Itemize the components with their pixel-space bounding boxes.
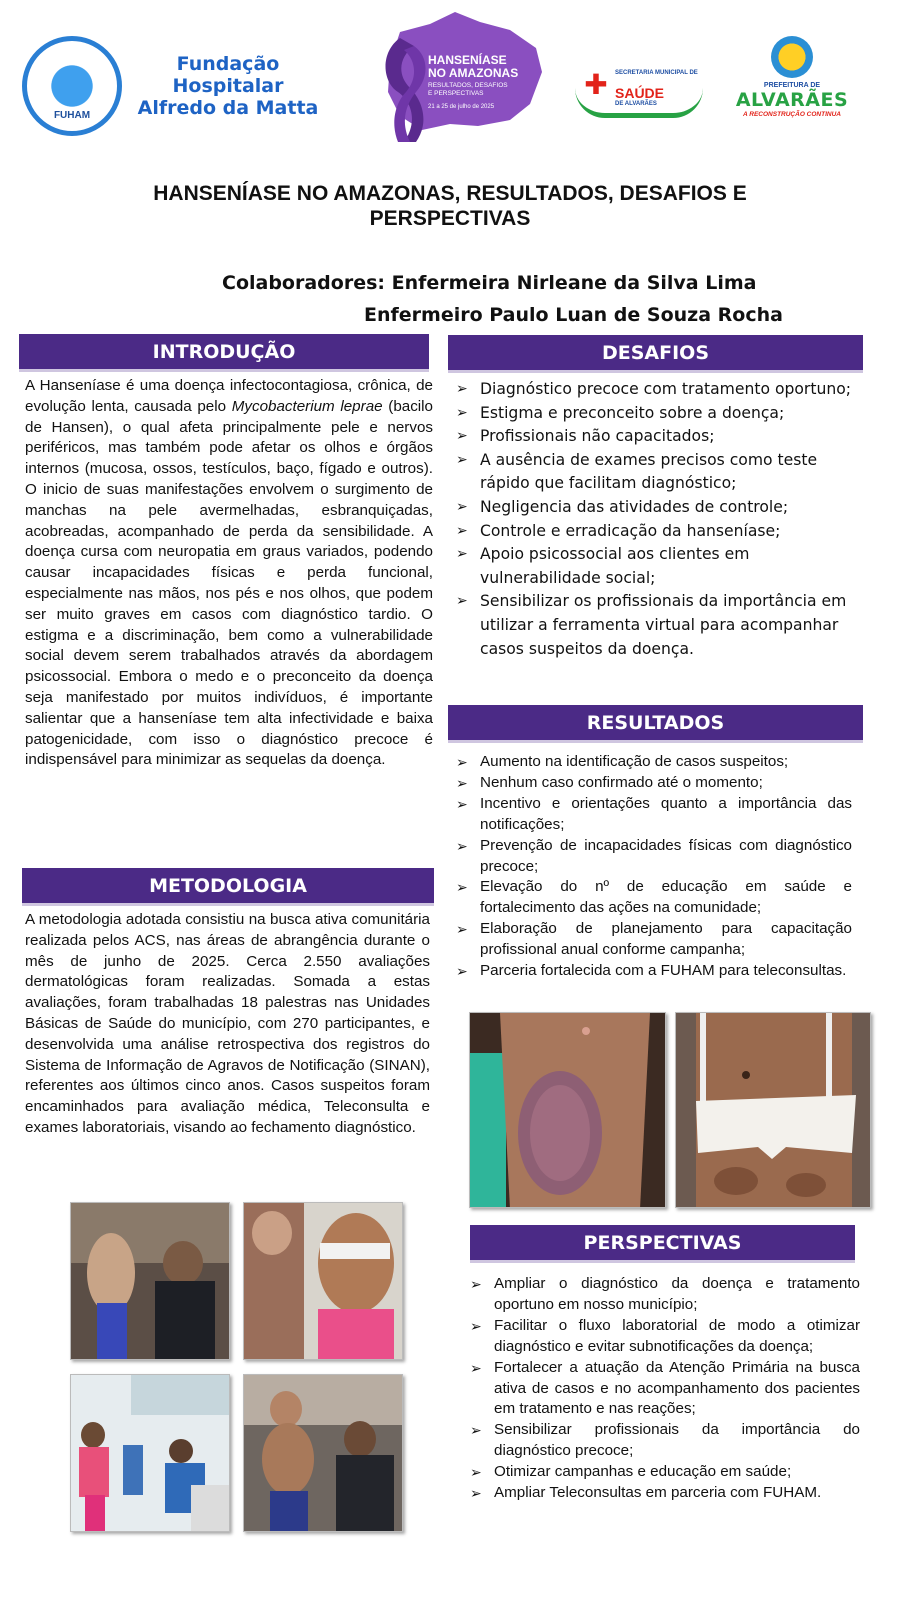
saude-big: SAÚDE (615, 85, 665, 101)
saude-logo (575, 62, 703, 118)
desafios-item (456, 590, 856, 661)
section-header-perspectivas: PERSPECTIVAS (470, 1225, 855, 1260)
introducao-text-species: Mycobacterium leprae (231, 397, 383, 415)
bullet-arrow-icon: ➢ (456, 381, 468, 397)
introducao-text-part2: (bacilo de Hansen), o qual afeta principalmente pele e nervos periféricos, mas também pode afetar os olhos e órgãos internos (mucosa, ossos, testículos, baço, fígado e outros). O inicio de suas manifestações envolvem o surgimento de manchas na pele avermelhadas, esbranquiçadas, acobreadas, acompanhado de perda da sensibilidade. A doença cursa com neuropatia em graus variados, podendo causar incapacidades físicas e perda funcional, especialmente nas mãos, nos pés e nos olhos, que podem ser muito graves em casos com diagnóstico tardio. O estigma e a discriminação, bem como a vulnerabilidade social devem serem trabalhados através da abordagem psicossocial. Embora o medo e o preconceito da doença seja manifestado por muitos indivíduos, é importante salientar que a hanseníase tem alta infectividade e baixa patogenicidade, com isso o diagnóstico precoce é indispensável para minimizar as sequelas da doença. (25, 397, 433, 769)
resultados-item (456, 961, 852, 982)
desafios-item (456, 449, 856, 496)
photo-lesion-back-image (676, 1013, 871, 1208)
alvaraes-small: PREFEITURA DE (763, 82, 821, 89)
bullet-arrow-icon: ➢ (470, 1276, 482, 1292)
fuham-logo (22, 36, 322, 136)
bullet-arrow-icon: ➢ (456, 795, 468, 812)
resultados-item-text: Parceria fortalecida com a FUHAM para teleconsultas. (480, 962, 847, 980)
photo-exam-3-image (244, 1375, 403, 1532)
desafios-list (456, 378, 856, 661)
perspectivas-item (470, 1358, 860, 1421)
fuham-seal-icon (22, 36, 122, 136)
bullet-arrow-icon: ➢ (470, 1464, 482, 1481)
alvaraes-big: ALVARÃES (735, 89, 849, 111)
saude-small: SECRETARIA MUNICIPAL DE (615, 70, 698, 76)
resultados-item-text: Aumento na identificação de casos suspeitos; (480, 753, 789, 770)
photo-exam-2 (243, 1202, 403, 1360)
introducao-text-part1: A Hanseníase é uma doença infectocontagiosa, crônica, de evolução lenta, causada pelo (25, 377, 433, 415)
bullet-arrow-icon: ➢ (456, 546, 468, 563)
perspectivas-item (470, 1420, 860, 1462)
alvaraes-emblem-icon (771, 36, 813, 78)
desafios-item-text: Profissionais não capacitados; (480, 427, 715, 446)
desafios-item-text: Apoio psicossocial aos clientes em vulnerabilidade social; (480, 545, 750, 587)
desafios-item (456, 496, 856, 520)
bullet-arrow-icon: ➢ (456, 522, 468, 539)
resultados-item-text: Incentivo e orientações quanto a importância das notificações; (480, 794, 852, 833)
event-title (428, 54, 518, 80)
desafios-item (456, 543, 856, 590)
photo-exam-1 (70, 1202, 230, 1360)
resultados-item-text: Elaboração de planejamento para capacitação profissional anual conforme campanha; (480, 920, 852, 959)
resultados-item-text: Prevenção de incapacidades físicas com diagnóstico precoce; (480, 836, 852, 875)
bullet-arrow-icon: ➢ (456, 428, 468, 445)
desafios-item (456, 378, 856, 402)
desafios-item-text: Controle e erradicação da hanseníase; (480, 521, 781, 540)
introducao-text (25, 376, 433, 771)
resultados-list (456, 752, 852, 982)
bullet-arrow-icon: ➢ (456, 498, 468, 515)
bullet-arrow-icon: ➢ (456, 774, 468, 791)
perspectivas-item (470, 1462, 860, 1483)
bullet-arrow-icon: ➢ (456, 754, 468, 770)
perspectivas-item-text: Sensibilizar profissionais da importância do diagnóstico precoce; (494, 1421, 860, 1460)
fuham-name-line1: Fundação Hospitalar (172, 53, 284, 97)
event-date: 21 a 25 de julho de 2025 (428, 104, 495, 110)
section-header-desafios: DESAFIOS (448, 335, 863, 370)
bullet-arrow-icon: ➢ (456, 451, 468, 468)
event-sub-line2: E PERSPECTIVAS (428, 89, 484, 97)
section-header-introducao: INTRODUÇÃO (19, 334, 429, 369)
event-sub-line1: RESULTADOS, DESAFIOS (428, 82, 508, 89)
desafios-item (456, 520, 856, 544)
photo-exam-1-image (71, 1203, 230, 1360)
bullet-arrow-icon: ➢ (456, 879, 468, 896)
poster-title-line1: HANSENÍASE NO AMAZONAS, RESULTADOS, DESAFIOS E (153, 182, 747, 205)
event-logo (360, 12, 546, 142)
fuham-name-line2: Alfredo da Matta (137, 97, 319, 119)
photo-exam-2-image (244, 1203, 403, 1360)
desafios-item (456, 402, 856, 426)
perspectivas-item-text: Ampliar Teleconsultas em parceria com FUHAM. (494, 1484, 822, 1502)
resultados-item-text: Elevação do nº de educação em saúde e fortalecimento das ações na comunidade; (480, 878, 852, 917)
bullet-arrow-icon: ➢ (456, 963, 468, 980)
photo-lecture (70, 1374, 230, 1532)
photo-lecture-image (71, 1375, 230, 1532)
bullet-arrow-icon: ➢ (456, 921, 468, 938)
section-header-metodologia: METODOLOGIA (22, 868, 434, 903)
bullet-arrow-icon: ➢ (470, 1422, 482, 1439)
bullet-arrow-icon: ➢ (456, 837, 468, 854)
alvaraes-slogan: A RECONSTRUÇÃO CONTINUA (743, 111, 841, 118)
perspectivas-item (470, 1274, 860, 1316)
desafios-item (456, 425, 856, 449)
fuham-seal-text: FUHAM (53, 110, 91, 121)
health-cross-icon: ✚ (584, 69, 608, 100)
collaborator-line1: Colaboradores: Enfermeira Nirleane da Silva Lima (222, 272, 757, 294)
resultados-item (456, 773, 852, 794)
photo-lesion-back (675, 1012, 871, 1208)
perspectivas-item (470, 1316, 860, 1358)
desafios-item-text: Sensibilizar os profissionais da importância em utilizar a ferramenta virtual para acompanhar casos suspeitos da doença. (480, 592, 847, 658)
desafios-item-text: Estigma e preconceito sobre a doença; (480, 403, 785, 422)
photo-exam-3 (243, 1374, 403, 1532)
bullet-arrow-icon: ➢ (456, 404, 468, 421)
collaborator-line2: Enfermeiro Paulo Luan de Souza Rocha (364, 304, 783, 326)
event-title-line1: HANSENÍASE (428, 53, 507, 67)
metodologia-text: A metodologia adotada consistiu na busca ativa comunitária realizada pelos ACS, nas áreas de abrangência durante o mês de junho de 2025. Cerca 2.550 avaliações dermatológicas foram realizadas. Somada a estas avaliações, foram trabalhadas 18 palestras nas Unidades Básicas de Saúde do município, com 270 participantes, e desenvolvida uma análise retrospectiva dos registros do Sistema de Informação de Agravos de Notificação (SINAN), referentes aos últimos cinco anos. Casos suspeitos foram encaminhados para avaliação médica, Teleconsulta e exames laboratoriais, visando ao fechamento diagnóstico. (25, 911, 430, 1136)
desafios-item-text: Diagnóstico precoce com tratamento oportuno; (480, 380, 852, 398)
photo-lesion-leg (469, 1012, 666, 1208)
event-title-line2: NO AMAZONAS (428, 66, 519, 80)
section-header-resultados: RESULTADOS (448, 705, 863, 740)
perspectivas-item-text: Ampliar o diagnóstico da doença e tratamento oportuno em nosso município; (494, 1275, 860, 1313)
bullet-arrow-icon: ➢ (456, 593, 468, 610)
resultados-item (456, 877, 852, 919)
poster-title (100, 181, 800, 231)
bullet-arrow-icon: ➢ (470, 1485, 482, 1502)
desafios-item-text: A ausência de exames precisos como teste rápido que facilitam diagnóstico; (480, 450, 818, 493)
perspectivas-item-text: Otimizar campanhas e educação em saúde; (494, 1463, 792, 1481)
resultados-item (456, 794, 852, 836)
resultados-item-text: Nenhum caso confirmado até o momento; (480, 773, 763, 791)
event-subtitle (428, 82, 508, 97)
fuham-name (134, 53, 322, 119)
perspectivas-item-text: Facilitar o fluxo laboratorial de modo a otimizar diagnóstico e evitar subnotificações da doença; (494, 1316, 860, 1355)
alvaraes-logo (727, 36, 857, 120)
resultados-item (456, 752, 852, 773)
desafios-item-text: Negligencia das atividades de controle; (480, 497, 789, 516)
perspectivas-item-text: Fortalecer a atuação da Atenção Primária na busca ativa de casos e no acompanhamento dos pacientes em tratamento e nas reações; (494, 1358, 860, 1418)
resultados-item (456, 919, 852, 961)
perspectivas-list (470, 1274, 860, 1504)
photo-lesion-leg-image (470, 1013, 666, 1208)
saude-sub: DE ALVARÃES (615, 101, 657, 107)
bullet-arrow-icon: ➢ (470, 1359, 482, 1376)
resultados-item (456, 836, 852, 878)
bullet-arrow-icon: ➢ (470, 1317, 482, 1334)
poster-title-line2: PERSPECTIVAS (369, 207, 531, 230)
perspectivas-item (470, 1483, 860, 1504)
